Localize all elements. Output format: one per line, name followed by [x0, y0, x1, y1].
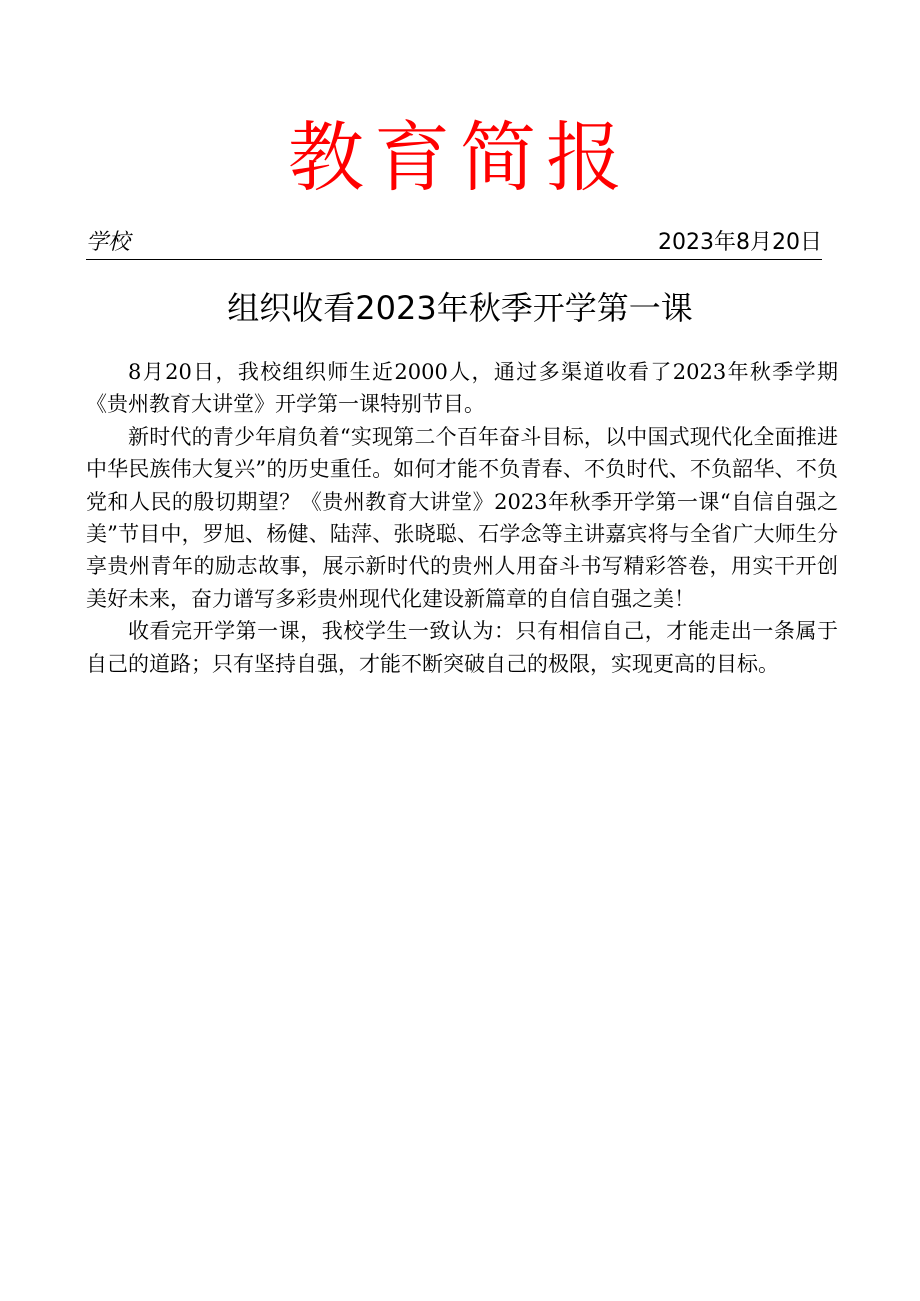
issue-date: 2023年8月20日	[658, 230, 822, 255]
paragraph: 收看完开学第一课，我校学生一致认为：只有相信自己，才能走出一条属于自己的道路；只有坚持自强，才能不断突破自己的极限，实现更高的目标。	[86, 619, 838, 676]
paragraph: 8月20日，我校组织师生近2000人，通过多渠道收看了2023年秋季学期《贵州教育大讲堂》开学第一课特别节目。	[86, 360, 838, 417]
school-label: 学校	[86, 230, 131, 255]
masthead-title: 教育简报	[288, 113, 632, 202]
info-line	[86, 226, 822, 260]
article-headline: 组织收看2023年秋季开学第一课	[227, 289, 693, 327]
article-body	[86, 356, 838, 680]
paragraph: 新时代的青少年肩负着“实现第二个百年奋斗目标，以中国式现代化全面推进中华民族伟大复兴”的历史重任。如何才能不负青春、不负时代、不负韶华、不负党和人民的殷切期望？《贵州教育大讲堂》2023年秋季开学第一课“自信自强之美”节目中，罗旭、杨健、陆萍、张晓聪、石学念等主讲嘉宾将与全省广大师生分享贵州青年的励志故事，展示新时代的贵州人用奋斗书写精彩答卷，用实干开创美好未来，奋力谱写多彩贵州现代化建设新篇章的自信自强之美！	[86, 424, 838, 611]
